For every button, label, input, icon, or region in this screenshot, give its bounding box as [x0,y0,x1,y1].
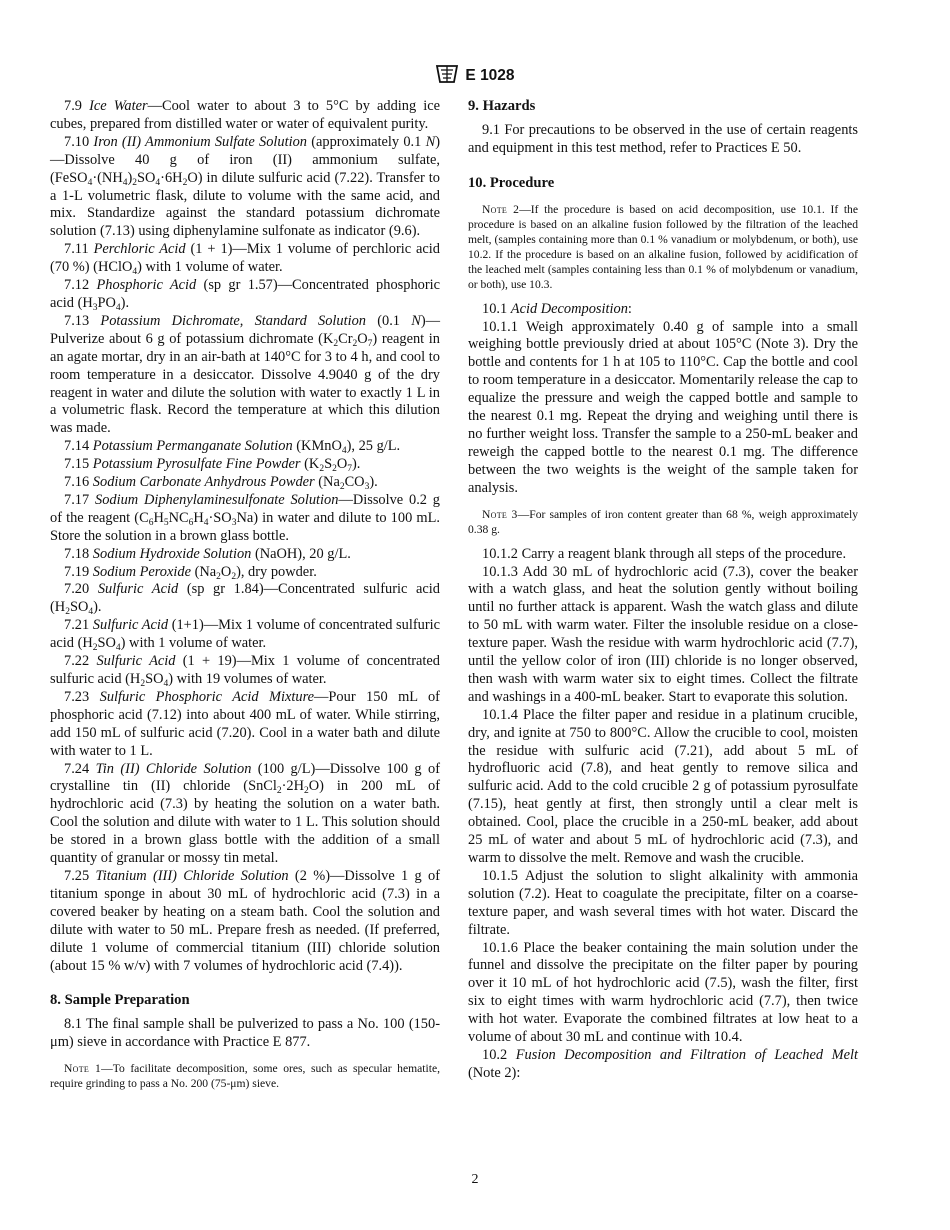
section-7-12: 7.12 Phosphoric Acid (sp gr 1.57)—Concentrated phosphoric acid $(H_3PO_4)$. [50,277,441,313]
section-10-2: 10.2 Fusion Decomposition and Filtration of Leached Melt (Note 2): [468,1046,858,1081]
section-heading-9: 9. Hazards [468,98,536,114]
section-7-25: 7.25 Titanium (III) Chloride Solution (2 %)—Dissolve 1 g of titanium sponge in about 30 mL of hydrochloric acid (7.3) in a covered beaker by heating on a steam bath. Cool the solution and dilute with water to 50 mL. Prepare fresh as needed. (If preferred, dilute 1 volume of commercial titanium (III) chloride solution (about 15 % w/v) with 7 volumes of hydrochloric acid (7.4)). [50,867,440,974]
standard-designation: E 1028 [465,67,515,84]
section-heading-10: 10. Procedure [468,174,555,191]
note-3: Note 3—For samples of iron content greater than 68 %, weigh approximately 0.38 g. [468,507,858,536]
note-2: Note 2—If the procedure is based on acid decomposition, use 10.1. If the procedure is based on an alkaline fusion followed by the filtration of the leached melt, (samples containing more than 0.1 % vanadium or molybdenum, or both), use 10.2. If the procedure is based on an alkaline fusion, followed by acidification of the leached melt (samples containing less than 0.1 % of molybdenum or vanadium, or both), use 10.3. [468,202,859,291]
section-10-1: 10.1 Acid Decomposition: [482,300,632,317]
section-7-23: 7.23 Sulfuric Phosphoric Acid Mixture—Pour 150 mL of phosphoric acid (7.12) into about 400 mL of water. While stirring, add 150 mL of sulfuric acid (7.20). Cool in a water bath and dilute with water to 1 L. [50,688,440,759]
section-10-1-5: 10.1.5 Adjust the solution to slight alkalinity with ammonia solution (7.2). Heat to coagulate the precipitate, filter on a coarse-texture paper, and wash several times with hot water. Discard the filtrate. [468,867,858,938]
section-7-15: 7.15 Potassium Pyrosulfate Fine Powder $(K_2S_2O_7)$. [64,456,361,475]
section-7-10: 7.10 Iron (II) Ammonium Sulfate Solution (approximately 0.1 N)—Dissolve 40 g of iron (II) ammonium sulfate, $(FeSO_4\cdot(NH_4)_2SO_4\cdot 6H_2O)$ in dilute sulfuric acid (7.22). Transfer to a 1-L volumetric flask, dilute to volume with the same acid, and mix. Standardize against the standard potassium dichromate solution (7.13) using diphenylamine sulfonate as indicator (9.6). [50,133,440,240]
left-column [50,98,440,1100]
section-10-1-4: 10.1.4 Place the filter paper and residue in a platinum crucible, dry, and ignite at 750 to 800°C. Allow the crucible to cool, moisten the residue with sulfuric acid (7.21), add about 5 mL of hydrofluoric acid (7.8), and heat gently to remove silica and sulfuric acid. Add to the cold crucible 2 g of potassium pyrosulfate (7.15), heat gently at first, then strongly until a clear melt is obtained. Cool, place the crucible in a 250-mL beaker, add about 25 mL of water and about 5 mL of hydrochloric acid (7.3), and warm to dissolve the melt. Remove and wash the crucible. [468,706,858,866]
section-7-22: 7.22 Sulfuric Acid (1 + 19)—Mix 1 volume of concentrated sulfuric acid $(H_2SO_4)$ with 19 volumes of water. [50,653,440,689]
page-number: 2 [471,1172,479,1187]
section-10-1-6: 10.1.6 Place the beaker containing the main solution under the funnel and dissolve the precipitate on the filter paper by pouring over it 10 mL of hot hydrochloric acid (7.5), wash the filter, first six to eight times with warm hydrochloric acid (7.7), then twice with hot water. Evaporate the combined filtrates at low heat to a volume of about 30 mL and continue with 10.4. [468,939,858,1046]
astm-logo-icon [435,64,459,84]
section-8-1: 8.1 The final sample shall be pulverized to pass a No. 100 (150-μm) sieve in accordance with Practice E 877. [50,1016,440,1051]
section-7-17: 7.17 Sodium Diphenylaminesulfonate Solution—Dissolve 0.2 g of the reagent $(C_6H_5NC_6H_4\cdot SO_3Na)$ in water and dilute to 100 mL. Store the solution in a brown glass bottle. [50,491,440,544]
section-7-11: 7.11 Perchloric Acid (1 + 1)—Mix 1 volume of perchloric acid (70 %) (HClO$_4$) with 1 volume of water. [50,241,440,278]
section-10-1-1: 10.1.1 Weigh approximately 0.40 g of sample into a small weighing bottle previously dried at about 105°C (Note 3). Dry the bottle and contents for 1 h at 105 to 110°C. Cap the bottle and cool to room temperature in a desiccator. Momentarily release the cap to equalize the pressure and weigh the capped bottle and sample to the nearest 0.1 mg. Repeat the drying and weighing until there is no further weight loss. Transfer the sample to a 250-mL beaker and reweigh the capped bottle to the nearest 0.1 mg. The difference between the two weights is the weight of the sample taken for analysis. [468,318,858,496]
section-10-1-2: 10.1.2 Carry a reagent blank through all steps of the procedure. [482,545,847,562]
page-header [0,64,950,85]
section-7-13: 7.13 Potassium Dichromate, Standard Solution (0.1 N)—Pulverize about 6 g of potassium dichromate $(K_2Cr_2O_7)$ reagent in an agate mortar, dry in an air-bath at 140°C for 3 to 4 h, and cool to room temperature in a desiccator. Dissolve 4.9040 g of the dry reagent in water and dilute the solution with water to exactly 1 L in a volumetric flask. Record the temperature at which this dilution was made. [50,312,441,437]
note-1: Note 1—To facilitate decomposition, some ores, such as specular hematite, require grinding to pass a No. 200 (75-μm) sieve. [50,1062,440,1091]
section-7-19: 7.19 Sodium Peroxide $(Na_2O_2)$, dry powder. [64,563,317,582]
section-heading-8: 8. Sample Preparation [50,992,190,1009]
section-7-14: 7.14 Potassium Permanganate Solution (KMnO$_4$), 25 g/L. [64,438,401,457]
right-column [468,98,858,1083]
section-7-20: 7.20 Sulfuric Acid (sp gr 1.84)—Concentrated sulfuric acid $(H_2SO_4)$. [50,581,440,618]
section-9-1: 9.1 For precautions to be observed in the use of certain reagents and equipment in this test method, refer to Practices E 50. [468,121,858,156]
section-10-1-3: 10.1.3 Add 30 mL of hydrochloric acid (7.3), cover the beaker with a watch glass, and heat the solution gently without boiling until no further attack is apparent. Wash the watch glass and dilute to 50 mL with warm water. Filter the insoluble residue on a close-texture paper. Wash the residue with warm hydrochloric acid (7.7), until the yellow color of iron (III) chloride is no longer observed, then wash with warm water six to eight times. Collect the filtrate and washings in a 400-mL beaker. Start to evaporate this solution. [468,563,858,705]
section-7-18: 7.18 Sodium Hydroxide Solution (NaOH), 20 g/L. [64,545,351,562]
section-7-9: 7.9 Ice Water—Cool water to about 3 to 5°C by adding ice cubes, prepared from distilled water or water of equivalent purity. [50,98,440,132]
section-7-24: 7.24 Tin (II) Chloride Solution (100 g/L)—Dissolve 100 g of crystalline tin (II) chloride $(SnCl_2\cdot 2H_2O)$ in 200 mL of hydrochloric acid (7.3) by heating the solution on a water bath. Cool the solution and dilute with water to 1 L. This solution should be stored in a brown glass bottle with the addition of a small quantity of granular or mossy tin metal. [50,760,440,867]
section-7-21: 7.21 Sulfuric Acid (1+1)—Mix 1 volume of concentrated sulfuric acid $(H_2SO_4)$ with 1 volume of water. [50,617,440,654]
section-7-16: 7.16 Sodium Carbonate Anhydrous Powder $(Na_2CO_3)$. [64,474,378,493]
